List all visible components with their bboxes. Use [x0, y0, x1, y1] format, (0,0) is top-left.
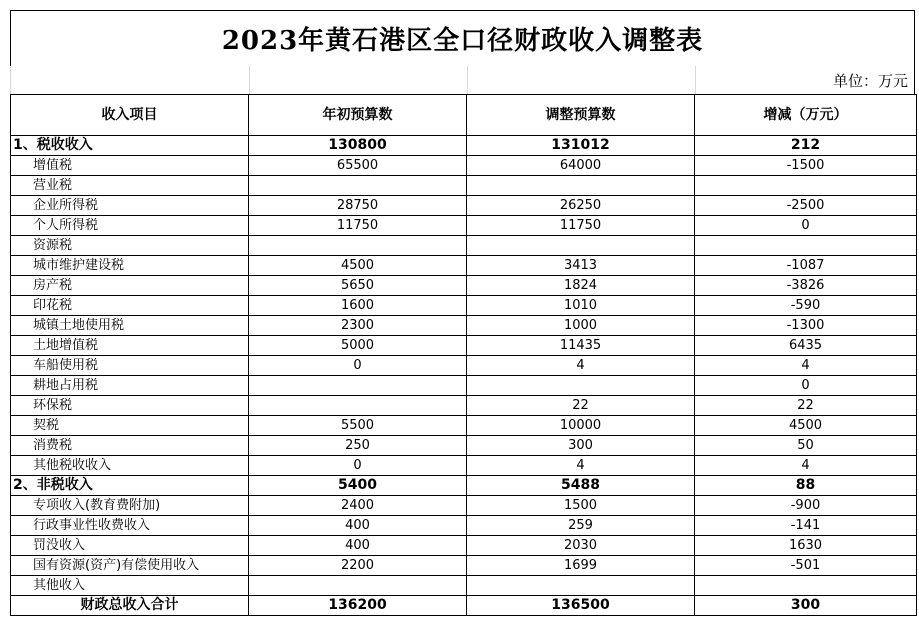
adjusted-budget-cell[interactable]: 300: [467, 436, 695, 456]
item-name-cell[interactable]: 罚没收入: [11, 536, 249, 556]
item-name-cell[interactable]: 行政事业性收费收入: [11, 516, 249, 536]
adjusted-budget-cell[interactable]: 1010: [467, 296, 695, 316]
grid-line: [695, 66, 696, 94]
change-cell[interactable]: [695, 236, 917, 256]
initial-budget-cell[interactable]: 1600: [249, 296, 467, 316]
adjusted-budget-cell[interactable]: 11750: [467, 216, 695, 236]
item-name-cell[interactable]: 其他税收收入: [11, 456, 249, 476]
adjusted-budget-cell[interactable]: 259: [467, 516, 695, 536]
item-name-cell[interactable]: 1、税收收入: [11, 136, 249, 156]
initial-budget-cell[interactable]: 2200: [249, 556, 467, 576]
change-cell[interactable]: [695, 176, 917, 196]
adjusted-budget-cell[interactable]: 131012: [467, 136, 695, 156]
item-name-cell[interactable]: 车船使用税: [11, 356, 249, 376]
change-cell[interactable]: 1630: [695, 536, 917, 556]
header-item[interactable]: 收入项目: [11, 95, 249, 136]
initial-budget-cell[interactable]: 250: [249, 436, 467, 456]
item-name-cell[interactable]: 土地增值税: [11, 336, 249, 356]
table-row: [11, 276, 917, 296]
table-row: [11, 316, 917, 336]
change-cell[interactable]: -900: [695, 496, 917, 516]
table-row: [11, 556, 917, 576]
initial-budget-cell[interactable]: [249, 236, 467, 256]
item-name-cell[interactable]: 企业所得税: [11, 196, 249, 216]
item-name-cell[interactable]: 个人所得税: [11, 216, 249, 236]
change-cell[interactable]: -2500: [695, 196, 917, 216]
category-row: [11, 136, 917, 156]
table-row: [11, 336, 917, 356]
change-cell[interactable]: -141: [695, 516, 917, 536]
change-cell[interactable]: 0: [695, 376, 917, 396]
initial-budget-cell[interactable]: 2300: [249, 316, 467, 336]
initial-budget-cell[interactable]: [249, 176, 467, 196]
table-row: [11, 216, 917, 236]
item-name-cell[interactable]: 2、非税收入: [11, 476, 249, 496]
change-cell[interactable]: 4: [695, 456, 917, 476]
item-name-cell[interactable]: 契税: [11, 416, 249, 436]
table-row: [11, 456, 917, 476]
change-cell[interactable]: 300: [695, 596, 917, 616]
table-row: [11, 196, 917, 216]
initial-budget-cell[interactable]: 400: [249, 516, 467, 536]
initial-budget-cell[interactable]: 5500: [249, 416, 467, 436]
header-change[interactable]: 增减（万元）: [695, 95, 917, 136]
table-row: [11, 296, 917, 316]
change-cell[interactable]: -590: [695, 296, 917, 316]
initial-budget-cell[interactable]: [249, 376, 467, 396]
adjusted-budget-cell[interactable]: [467, 176, 695, 196]
initial-budget-cell[interactable]: 65500: [249, 156, 467, 176]
adjusted-budget-cell[interactable]: 10000: [467, 416, 695, 436]
table-row: [11, 416, 917, 436]
unit-row: [10, 66, 915, 94]
change-cell[interactable]: 0: [695, 216, 917, 236]
adjusted-budget-cell[interactable]: 3413: [467, 256, 695, 276]
item-name-cell[interactable]: 城镇土地使用税: [11, 316, 249, 336]
initial-budget-cell[interactable]: 130800: [249, 136, 467, 156]
header-initial-budget[interactable]: 年初预算数: [249, 95, 467, 136]
adjusted-budget-cell[interactable]: 64000: [467, 156, 695, 176]
change-cell[interactable]: 4500: [695, 416, 917, 436]
item-name-cell[interactable]: 环保税: [11, 396, 249, 416]
header-adjusted-budget[interactable]: 调整预算数: [467, 95, 695, 136]
change-cell[interactable]: 88: [695, 476, 917, 496]
adjusted-budget-cell[interactable]: 22: [467, 396, 695, 416]
adjusted-budget-cell[interactable]: 5488: [467, 476, 695, 496]
table-row: [11, 516, 917, 536]
adjusted-budget-cell[interactable]: 4: [467, 356, 695, 376]
title-cell[interactable]: [10, 10, 915, 66]
grid-line: [467, 66, 468, 94]
table-row: [11, 236, 917, 256]
change-cell[interactable]: -3826: [695, 276, 917, 296]
initial-budget-cell[interactable]: 28750: [249, 196, 467, 216]
item-name-cell[interactable]: 国有资源(资产)有偿使用收入: [11, 556, 249, 576]
page-title: 2023年黄石港区全口径财政收入调整表: [221, 26, 704, 56]
change-cell[interactable]: -1300: [695, 316, 917, 336]
initial-budget-cell[interactable]: 5400: [249, 476, 467, 496]
change-cell[interactable]: -1087: [695, 256, 917, 276]
table-body: [11, 136, 917, 616]
unit-label: 单位：万元: [832, 72, 908, 90]
adjusted-budget-cell[interactable]: 136500: [467, 596, 695, 616]
change-cell[interactable]: 50: [695, 436, 917, 456]
initial-budget-cell[interactable]: 5650: [249, 276, 467, 296]
initial-budget-cell[interactable]: 400: [249, 536, 467, 556]
change-cell[interactable]: 212: [695, 136, 917, 156]
change-cell[interactable]: [695, 576, 917, 596]
adjusted-budget-cell[interactable]: [467, 576, 695, 596]
item-name-cell[interactable]: 营业税: [11, 176, 249, 196]
initial-budget-cell[interactable]: 0: [249, 456, 467, 476]
item-name-cell[interactable]: 消费税: [11, 436, 249, 456]
adjusted-budget-cell[interactable]: 1699: [467, 556, 695, 576]
change-cell[interactable]: 4: [695, 356, 917, 376]
adjusted-budget-cell[interactable]: 1824: [467, 276, 695, 296]
item-name-cell[interactable]: 财政总收入合计: [11, 596, 249, 616]
adjusted-budget-cell[interactable]: 26250: [467, 196, 695, 216]
item-name-cell[interactable]: 城市维护建设税: [11, 256, 249, 276]
initial-budget-cell[interactable]: [249, 396, 467, 416]
table-row: [11, 176, 917, 196]
item-name-cell[interactable]: 增值税: [11, 156, 249, 176]
table-row: [11, 396, 917, 416]
table-row: [11, 376, 917, 396]
initial-budget-cell[interactable]: 136200: [249, 596, 467, 616]
adjusted-budget-cell[interactable]: 2030: [467, 536, 695, 556]
change-cell[interactable]: 22: [695, 396, 917, 416]
item-name-cell[interactable]: 资源税: [11, 236, 249, 256]
header-row: [11, 95, 917, 136]
category-row: [11, 476, 917, 496]
table-row: [11, 496, 917, 516]
initial-budget-cell[interactable]: 0: [249, 356, 467, 376]
revenue-table: [10, 94, 917, 616]
adjusted-budget-cell[interactable]: 1500: [467, 496, 695, 516]
table-row: [11, 256, 917, 276]
item-name-cell[interactable]: 其他收入: [11, 576, 249, 596]
initial-budget-cell[interactable]: 2400: [249, 496, 467, 516]
table-row: [11, 356, 917, 376]
table-row: [11, 536, 917, 556]
item-name-cell[interactable]: 耕地占用税: [11, 376, 249, 396]
adjusted-budget-cell[interactable]: 1000: [467, 316, 695, 336]
total-row: [11, 596, 917, 616]
initial-budget-cell[interactable]: [249, 576, 467, 596]
adjusted-budget-cell[interactable]: [467, 236, 695, 256]
change-cell[interactable]: -1500: [695, 156, 917, 176]
item-name-cell[interactable]: 房产税: [11, 276, 249, 296]
change-cell[interactable]: -501: [695, 556, 917, 576]
adjusted-budget-cell[interactable]: 11435: [467, 336, 695, 356]
initial-budget-cell[interactable]: 4500: [249, 256, 467, 276]
initial-budget-cell[interactable]: 5000: [249, 336, 467, 356]
change-cell[interactable]: 6435: [695, 336, 917, 356]
table-row: [11, 576, 917, 596]
adjusted-budget-cell[interactable]: [467, 376, 695, 396]
adjusted-budget-cell[interactable]: 4: [467, 456, 695, 476]
initial-budget-cell[interactable]: 11750: [249, 216, 467, 236]
item-name-cell[interactable]: 专项收入(教育费附加): [11, 496, 249, 516]
item-name-cell[interactable]: 印花税: [11, 296, 249, 316]
grid-line: [249, 66, 250, 94]
table-row: [11, 156, 917, 176]
table-row: [11, 436, 917, 456]
